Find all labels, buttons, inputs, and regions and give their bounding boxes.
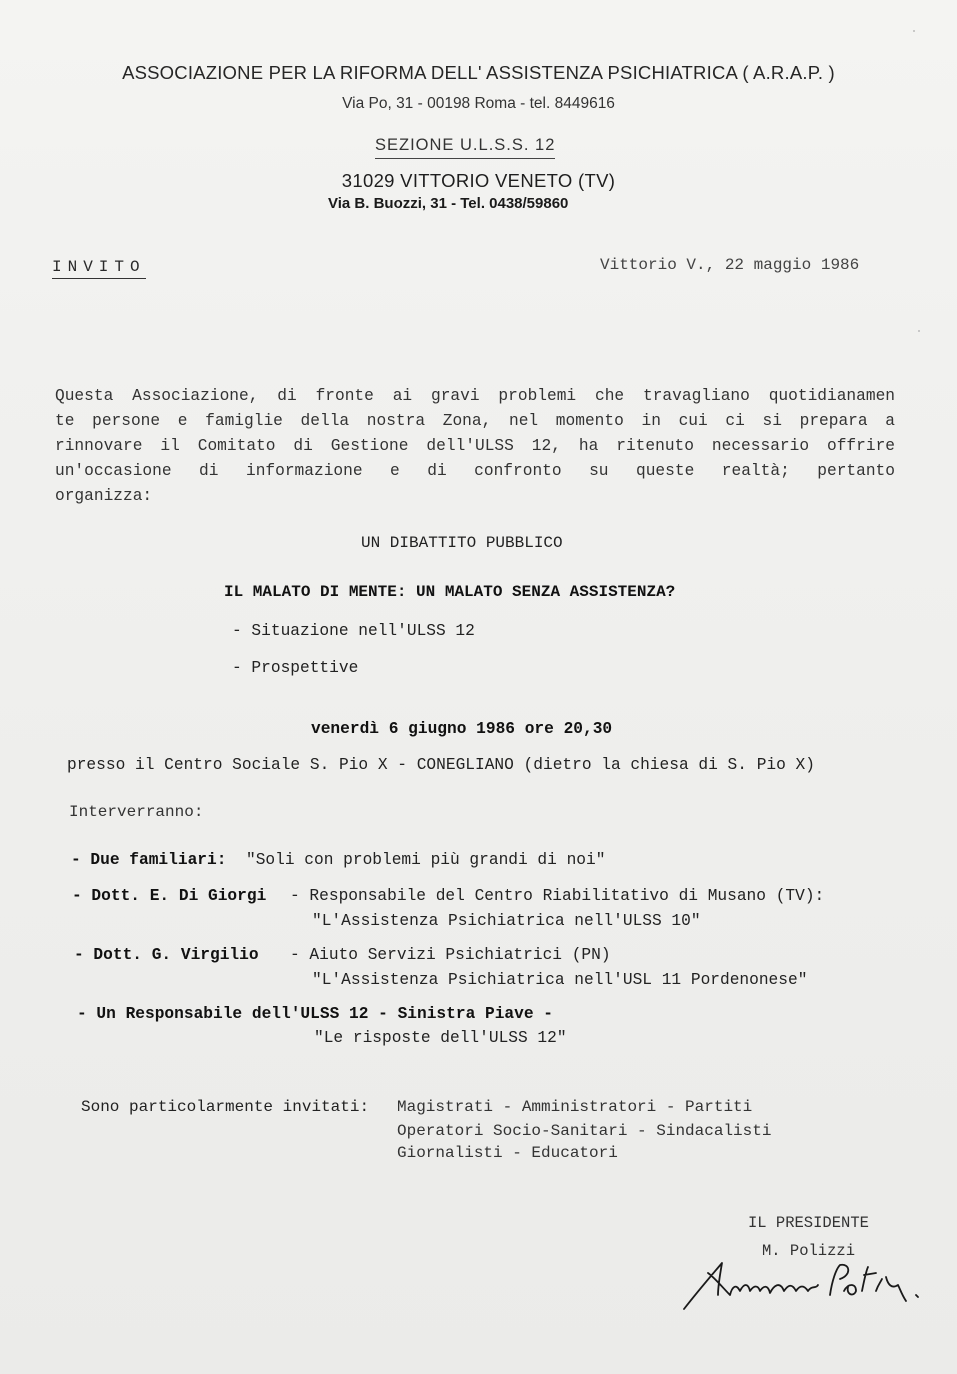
invito-label: INVITO [52,258,146,279]
speakers-title: Interverranno: [69,803,204,821]
speaker-talk: "Le risposte dell'ULSS 12" [314,1029,567,1047]
invited-line: Magistrati - Amministratori - Partiti [397,1098,753,1116]
organization-address: Via Po, 31 - 00198 Roma - tel. 8449616 [342,95,615,112]
speaker-name: - Due familiari: [71,851,227,869]
organization-name: ASSOCIAZIONE PER LA RIFORMA DELL' ASSISTENZA PSICHIATRICA ( A.R.A.P. ) [122,62,835,83]
invited-label: Sono particolarmente invitati: [81,1098,370,1116]
letter-date: Vittorio V., 22 maggio 1986 [600,256,860,274]
invited-line: Giornalisti - Educatori [397,1144,618,1162]
speaker-talk: "L'Assistenza Psichiatrica nell'ULSS 10" [312,912,701,930]
invited-line: Operatori Socio-Sanitari - Sindacalisti [397,1122,772,1140]
paper-speck [918,330,920,332]
intro-paragraph [55,384,895,509]
signatory-name: M. Polizzi [762,1242,856,1260]
speaker-role: - Responsabile del Centro Riabilitativo di Musano (TV): [290,887,825,905]
section-address: Via B. Buozzi, 31 - Tel. 0438/59860 [328,195,569,212]
event-datetime: venerdì 6 giugno 1986 ore 20,30 [311,720,613,738]
paper-speck [913,30,915,32]
paragraph-line: Questa Associazione, di fronte ai gravi problemi che travagliano quotidianamen [55,387,895,405]
event-topic: IL MALATO DI MENTE: UN MALATO SENZA ASSISTENZA? [224,583,676,601]
speaker-name: - Dott. G. Virgilio [74,946,259,964]
speaker-role: - Aiuto Servizi Psichiatrici (PN) [290,946,611,964]
paragraph-line: rinnovare il Comitato di Gestione dell'ULSS 12, ha ritenuto necessario offrire [55,437,895,455]
section-title: SEZIONE U.L.S.S. 12 [375,136,555,159]
event-type: UN DIBATTITO PUBBLICO [361,534,563,552]
signatory-title: IL PRESIDENTE [748,1214,869,1232]
subtopic-item: - Prospettive [232,659,359,677]
speaker-talk: "L'Assistenza Psichiatrica nell'USL 11 Pordenonese" [312,971,808,989]
paragraph-line: te persone e famiglie della nostra Zona, nel momento in cui ci si prepara a [55,412,895,430]
subtopic-item: - Situazione nell'ULSS 12 [232,622,475,640]
event-location: presso il Centro Sociale S. Pio X - CONEGLIANO (dietro la chiesa di S. Pio X) [67,756,815,774]
speaker-name: - Un Responsabile dell'ULSS 12 - Sinistra Piave - [77,1005,553,1023]
speaker-role: "Soli con problemi più grandi di noi" [246,851,606,869]
speaker-name: - Dott. E. Di Giorgi [72,887,267,905]
paragraph-line: organizza: [55,487,153,505]
paragraph-line: un'occasione di informazione e di confronto su queste realtà; pertanto [55,462,895,480]
section-city: 31029 VITTORIO VENETO (TV) [341,170,616,191]
handwritten-signature [680,1255,930,1315]
